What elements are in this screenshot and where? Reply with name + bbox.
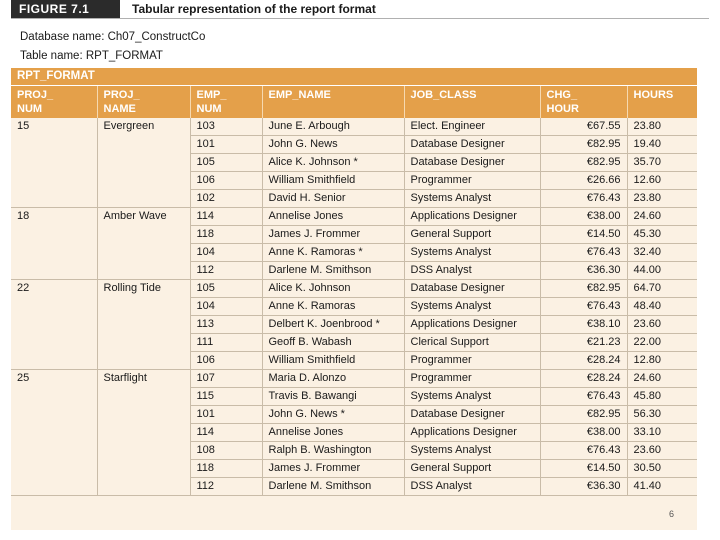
table-row (11, 406, 697, 424)
column-header-emp-num (190, 86, 262, 118)
cell-proj-name (97, 172, 190, 190)
cell-chg-hour: €38.00 (540, 424, 627, 442)
column-header-line1: JOB_CLASS (410, 89, 477, 101)
cell-hours: 32.40 (627, 244, 697, 262)
cell-proj-num (11, 460, 97, 478)
cell-emp-name: William Smithfield (262, 352, 404, 370)
cell-proj-num (11, 226, 97, 244)
table-body (11, 118, 697, 496)
cell-emp-num: 106 (190, 352, 262, 370)
cell-emp-num: 105 (190, 154, 262, 172)
database-name: Database name: Ch07_ConstructCo (20, 31, 206, 43)
cell-hours: 44.00 (627, 262, 697, 280)
cell-emp-num: 101 (190, 136, 262, 154)
cell-emp-num: 104 (190, 298, 262, 316)
cell-emp-num: 118 (190, 226, 262, 244)
cell-job-class: General Support (404, 460, 540, 478)
cell-hours: 35.70 (627, 154, 697, 172)
cell-proj-num (11, 154, 97, 172)
cell-chg-hour: €76.43 (540, 244, 627, 262)
cell-hours: 56.30 (627, 406, 697, 424)
cell-proj-num (11, 334, 97, 352)
cell-emp-num: 108 (190, 442, 262, 460)
table-row (11, 424, 697, 442)
cell-proj-name (97, 262, 190, 280)
cell-proj-num: 18 (11, 208, 97, 226)
table-header-row (11, 86, 697, 118)
table-row (11, 172, 697, 190)
cell-proj-name: Rolling Tide (97, 280, 190, 298)
cell-job-class: Systems Analyst (404, 298, 540, 316)
column-header-line1: EMP_ (196, 89, 227, 101)
cell-proj-name: Amber Wave (97, 208, 190, 226)
cell-emp-num: 104 (190, 244, 262, 262)
cell-job-class: Programmer (404, 352, 540, 370)
column-header-line2: NAME (103, 103, 136, 115)
cell-chg-hour: €14.50 (540, 226, 627, 244)
cell-hours: 33.10 (627, 424, 697, 442)
column-header-line1: PROJ_ (103, 89, 140, 101)
cell-job-class: Applications Designer (404, 424, 540, 442)
cell-emp-num: 101 (190, 406, 262, 424)
cell-job-class: Database Designer (404, 280, 540, 298)
cell-emp-num: 118 (190, 460, 262, 478)
cell-job-class: Systems Analyst (404, 388, 540, 406)
table-title-bar: RPT_FORMAT (11, 68, 697, 86)
cell-emp-name: Ralph B. Washington (262, 442, 404, 460)
cell-proj-num (11, 316, 97, 334)
cell-job-class: Systems Analyst (404, 244, 540, 262)
cell-chg-hour: €76.43 (540, 190, 627, 208)
cell-proj-num (11, 172, 97, 190)
cell-proj-name (97, 154, 190, 172)
table-row (11, 352, 697, 370)
cell-emp-name: William Smithfield (262, 172, 404, 190)
cell-emp-num: 103 (190, 118, 262, 136)
table-row (11, 226, 697, 244)
cell-chg-hour: €82.95 (540, 406, 627, 424)
cell-proj-name (97, 190, 190, 208)
cell-emp-num: 114 (190, 424, 262, 442)
cell-hours: 12.60 (627, 172, 697, 190)
cell-emp-name: Maria D. Alonzo (262, 370, 404, 388)
cell-emp-name: John G. News (262, 136, 404, 154)
cell-hours: 64.70 (627, 280, 697, 298)
cell-chg-hour: €36.30 (540, 478, 627, 496)
cell-proj-num (11, 262, 97, 280)
column-header-line1: PROJ_ (17, 89, 54, 101)
cell-emp-name: Travis B. Bawangi (262, 388, 404, 406)
figure-header (11, 0, 709, 18)
cell-hours: 45.80 (627, 388, 697, 406)
table-row (11, 208, 697, 226)
cell-emp-name: Annelise Jones (262, 424, 404, 442)
cell-proj-name: Evergreen (97, 118, 190, 136)
cell-proj-num (11, 136, 97, 154)
table-row (11, 154, 697, 172)
cell-hours: 48.40 (627, 298, 697, 316)
cell-emp-name: Geoff B. Wabash (262, 334, 404, 352)
cell-hours: 22.00 (627, 334, 697, 352)
cell-emp-num: 107 (190, 370, 262, 388)
column-header-line2: NUM (17, 103, 43, 115)
cell-emp-name: Darlene M. Smithson (262, 478, 404, 496)
cell-emp-num: 112 (190, 478, 262, 496)
cell-emp-num: 102 (190, 190, 262, 208)
cell-emp-name: Annelise Jones (262, 208, 404, 226)
cell-proj-num: 25 (11, 370, 97, 388)
cell-emp-name: John G. News * (262, 406, 404, 424)
cell-emp-num: 106 (190, 172, 262, 190)
cell-chg-hour: €21.23 (540, 334, 627, 352)
table-row (11, 298, 697, 316)
report-table-container (11, 68, 697, 530)
table-row (11, 136, 697, 154)
cell-chg-hour: €76.43 (540, 298, 627, 316)
cell-emp-name: Darlene M. Smithson (262, 262, 404, 280)
cell-proj-name (97, 442, 190, 460)
cell-hours: 45.30 (627, 226, 697, 244)
cell-job-class: Systems Analyst (404, 190, 540, 208)
table-row (11, 118, 697, 136)
figure-label: FIGURE 7.1 (11, 0, 120, 18)
cell-hours: 23.60 (627, 316, 697, 334)
cell-job-class: Clerical Support (404, 334, 540, 352)
cell-proj-name (97, 316, 190, 334)
cell-emp-name: Alice K. Johnson (262, 280, 404, 298)
cell-emp-num: 105 (190, 280, 262, 298)
cell-hours: 23.80 (627, 118, 697, 136)
cell-emp-name: David H. Senior (262, 190, 404, 208)
column-header-line2: NUM (196, 103, 222, 115)
table-row (11, 190, 697, 208)
table-row (11, 370, 697, 388)
cell-chg-hour: €76.43 (540, 388, 627, 406)
table-row (11, 316, 697, 334)
cell-emp-name: Anne K. Ramoras (262, 298, 404, 316)
cell-emp-name: June E. Arbough (262, 118, 404, 136)
cell-proj-num (11, 406, 97, 424)
column-header-hours (627, 86, 697, 118)
table-row (11, 262, 697, 280)
cell-emp-name: James J. Frommer (262, 460, 404, 478)
cell-job-class: Database Designer (404, 406, 540, 424)
figure-divider (11, 18, 709, 19)
column-header-proj-num (11, 86, 97, 118)
cell-job-class: Programmer (404, 172, 540, 190)
page-number: 6 (669, 509, 675, 519)
cell-job-class: DSS Analyst (404, 478, 540, 496)
cell-hours: 30.50 (627, 460, 697, 478)
table-row (11, 280, 697, 298)
table-row (11, 442, 697, 460)
cell-job-class: General Support (404, 226, 540, 244)
table-row (11, 334, 697, 352)
figure-title: Tabular representation of the report format (132, 2, 376, 16)
cell-emp-name: Alice K. Johnson * (262, 154, 404, 172)
cell-proj-num (11, 298, 97, 316)
cell-chg-hour: €28.24 (540, 370, 627, 388)
table-row (11, 244, 697, 262)
cell-hours: 41.40 (627, 478, 697, 496)
cell-proj-name (97, 244, 190, 262)
cell-emp-name: James J. Frommer (262, 226, 404, 244)
cell-job-class: Applications Designer (404, 316, 540, 334)
cell-hours: 24.60 (627, 370, 697, 388)
table-name-label: Table name: RPT_FORMAT (20, 50, 163, 62)
cell-job-class: DSS Analyst (404, 262, 540, 280)
cell-proj-name (97, 334, 190, 352)
cell-emp-name: Anne K. Ramoras * (262, 244, 404, 262)
cell-proj-num: 15 (11, 118, 97, 136)
column-header-emp-name (262, 86, 404, 118)
cell-proj-name: Starflight (97, 370, 190, 388)
column-header-line2: HOUR (546, 103, 579, 115)
cell-job-class: Systems Analyst (404, 442, 540, 460)
column-header-chg-hour (540, 86, 627, 118)
table-row (11, 460, 697, 478)
cell-chg-hour: €26.66 (540, 172, 627, 190)
cell-job-class: Applications Designer (404, 208, 540, 226)
cell-proj-name (97, 298, 190, 316)
cell-proj-name (97, 136, 190, 154)
cell-chg-hour: €36.30 (540, 262, 627, 280)
column-header-line1: CHG_ (546, 89, 578, 101)
cell-proj-name (97, 478, 190, 496)
cell-proj-name (97, 460, 190, 478)
cell-hours: 23.80 (627, 190, 697, 208)
cell-chg-hour: €67.55 (540, 118, 627, 136)
cell-chg-hour: €82.95 (540, 154, 627, 172)
cell-emp-num: 114 (190, 208, 262, 226)
column-header-proj-name (97, 86, 190, 118)
cell-proj-num (11, 388, 97, 406)
cell-emp-num: 113 (190, 316, 262, 334)
cell-hours: 24.60 (627, 208, 697, 226)
cell-hours: 12.80 (627, 352, 697, 370)
cell-proj-num (11, 424, 97, 442)
cell-proj-name (97, 352, 190, 370)
cell-chg-hour: €28.24 (540, 352, 627, 370)
cell-chg-hour: €82.95 (540, 280, 627, 298)
cell-proj-num: 22 (11, 280, 97, 298)
cell-job-class: Database Designer (404, 136, 540, 154)
cell-hours: 19.40 (627, 136, 697, 154)
cell-proj-name (97, 388, 190, 406)
report-table (11, 86, 697, 496)
cell-emp-num: 115 (190, 388, 262, 406)
cell-job-class: Elect. Engineer (404, 118, 540, 136)
cell-proj-num (11, 478, 97, 496)
cell-proj-name (97, 424, 190, 442)
cell-hours: 23.60 (627, 442, 697, 460)
cell-chg-hour: €76.43 (540, 442, 627, 460)
column-header-line1: EMP_NAME (268, 89, 331, 101)
cell-emp-num: 112 (190, 262, 262, 280)
cell-proj-num (11, 352, 97, 370)
cell-proj-num (11, 244, 97, 262)
cell-proj-num (11, 190, 97, 208)
cell-proj-name (97, 226, 190, 244)
column-header-line1: HOURS (633, 89, 674, 101)
cell-chg-hour: €38.00 (540, 208, 627, 226)
cell-proj-num (11, 442, 97, 460)
column-header-job-class (404, 86, 540, 118)
cell-proj-name (97, 406, 190, 424)
table-row (11, 478, 697, 496)
cell-emp-name: Delbert K. Joenbrood * (262, 316, 404, 334)
cell-chg-hour: €38.10 (540, 316, 627, 334)
cell-job-class: Database Designer (404, 154, 540, 172)
cell-job-class: Programmer (404, 370, 540, 388)
cell-chg-hour: €82.95 (540, 136, 627, 154)
cell-emp-num: 111 (190, 334, 262, 352)
table-row (11, 388, 697, 406)
cell-chg-hour: €14.50 (540, 460, 627, 478)
